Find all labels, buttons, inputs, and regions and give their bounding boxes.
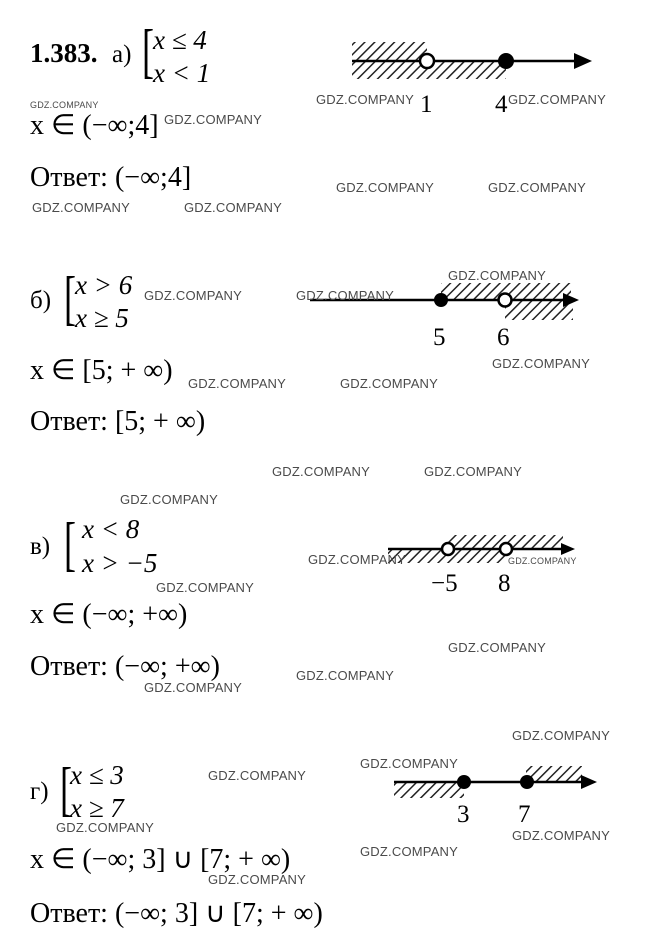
watermark: GDZ.COMPANY [156,580,255,595]
tick-label-b-2: 6 [497,324,510,351]
watermark: GDZ.COMPANY [360,756,459,771]
tick-label-c-1: −5 [431,570,458,597]
watermark: GDZ.COMPANY [144,680,243,695]
watermark: GDZ.COMPANY [208,768,307,783]
watermark: GDZ.COMPANY [296,668,395,683]
system-bracket-a: [ [141,18,154,84]
solution-a: x ∈ (−∞;4] [30,110,159,141]
answer-c: Ответ: (−∞; +∞) [30,651,220,682]
answer-b: Ответ: [5; + ∞) [30,406,206,437]
watermark: GDZ.COMPANY [512,828,611,843]
solution-d: x ∈ (−∞; 3] ∪ [7; + ∞) [30,844,291,875]
system-bracket-b: [ [63,265,76,331]
number-line-a [352,42,592,79]
problem-number: 1.383. [30,38,98,68]
watermark: GDZ.COMPANY [492,356,591,371]
watermark: GDZ.COMPANY [488,180,587,195]
watermark: GDZ.COMPANY [120,492,219,507]
watermark: GDZ.COMPANY [512,728,611,743]
tick-label-b-1: 5 [433,324,446,351]
system-line-b-2: x ≥ 5 [75,303,129,333]
watermark: GDZ.COMPANY [336,180,435,195]
watermark: GDZ.COMPANY [424,464,523,479]
tick-label-d-1: 3 [457,801,470,828]
part-label-b: б) [30,287,52,314]
system-line-b-1: x > 6 [75,270,133,300]
part-label-c: в) [30,533,51,560]
tick-label-a-1: 1 [420,91,433,118]
watermark: GDZ.COMPANY [296,288,395,303]
watermark: GDZ.COMPANY [56,820,155,835]
part-label-a: а) [112,41,132,68]
watermark: GDZ.COMPANY [184,200,283,215]
watermark: GDZ.COMPANY [448,268,547,283]
answer-d: Ответ: (−∞; 3] ∪ [7; + ∞) [30,898,323,929]
watermark: GDZ.COMPANY [272,464,371,479]
watermark: GDZ.COMPANY [308,552,407,567]
watermark: GDZ.COMPANY [508,92,607,107]
system-line-a-2: x < 1 [153,58,211,88]
solution-b: x ∈ [5; + ∞) [30,355,173,386]
watermark: GDZ.COMPANY [340,376,439,391]
system-line-c-2: x > −5 [82,548,158,578]
system-line-d-1: x ≤ 3 [70,760,124,790]
part-label-d: г) [30,778,49,805]
watermark: GDZ.COMPANY [360,844,459,859]
watermark: GDZ.COMPANY [316,92,415,107]
system-bracket-d: [ [59,756,72,822]
watermark: GDZ.COMPANY [188,376,287,391]
watermark: GDZ.COMPANY [32,200,131,215]
tick-label-a-2: 4 [495,91,508,118]
watermark: GDZ.COMPANY [164,112,263,127]
watermark: GDZ.COMPANY [30,100,99,110]
system-line-c-1: x < 8 [82,514,140,544]
watermark: GDZ.COMPANY [144,288,243,303]
system-line-a-1: x ≤ 4 [153,25,207,55]
answer-a: Ответ: (−∞;4] [30,162,192,193]
watermark: GDZ.COMPANY [508,556,577,566]
tick-label-d-2: 7 [518,801,531,828]
watermark: GDZ.COMPANY [208,872,307,887]
tick-label-c-2: 8 [498,570,511,597]
solution-c: x ∈ (−∞; +∞) [30,599,188,630]
watermark: GDZ.COMPANY [448,640,547,655]
system-bracket-c: [ [63,511,76,577]
system-line-d-2: x ≥ 7 [70,793,124,823]
